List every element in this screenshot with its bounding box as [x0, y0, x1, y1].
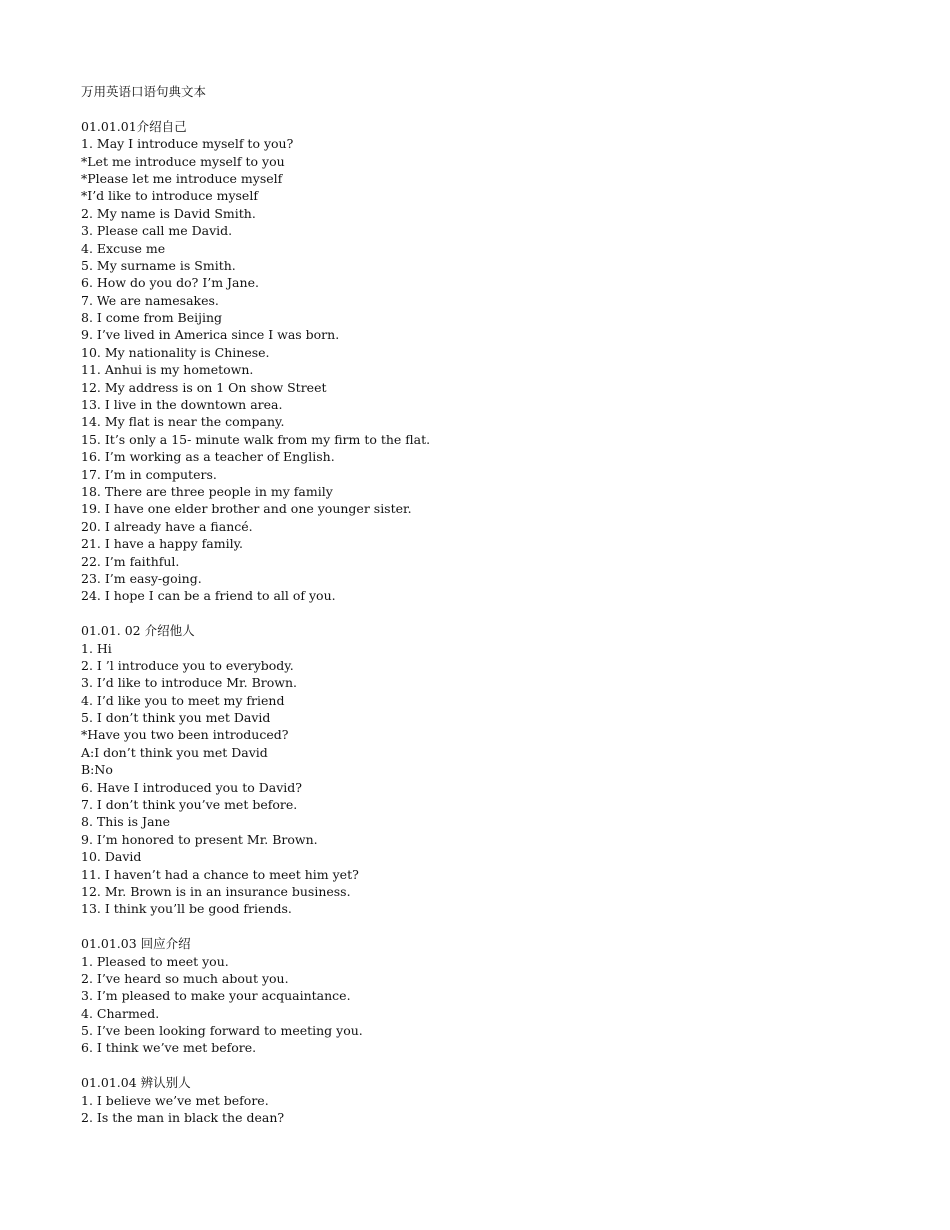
section-heading: 01.01.01介绍自己: [81, 118, 187, 134]
text-line: 2. Is the man in black the dean?: [81, 1110, 285, 1126]
text-line: 12. My address is on 1 On show Street: [81, 379, 327, 395]
text-line: 2. I’ve heard so much about you.: [81, 970, 289, 986]
text-line: 20. I already have a fiancé.: [81, 518, 253, 534]
text-line: 17. I’m in computers.: [81, 466, 217, 482]
text-line: 5. I’ve been looking forward to meeting you.: [81, 1023, 363, 1039]
text-line: *I’d like to introduce myself: [81, 188, 258, 204]
text-line: 6. I think we’ve met before.: [81, 1040, 257, 1056]
text-line: 7. I don’t think you’ve met before.: [81, 797, 298, 813]
text-line: 6. Have I introduced you to David?: [81, 779, 302, 795]
text-line: 22. I’m faithful.: [81, 553, 180, 569]
text-line: 11. Anhui is my hometown.: [81, 362, 254, 378]
text-line: 21. I have a happy family.: [81, 536, 243, 552]
text-line: 16. I’m working as a teacher of English.: [81, 449, 335, 465]
text-line: 2. I ’l introduce you to everybody.: [81, 657, 294, 673]
text-line: *Let me introduce myself to you: [81, 153, 285, 169]
section-heading: 01.01.04 辨认别人: [81, 1075, 191, 1091]
text-line: 5. I don’t think you met David: [81, 710, 271, 726]
text-line: 13. I live in the downtown area.: [81, 397, 283, 413]
text-line: 4. I’d like you to meet my friend: [81, 692, 285, 708]
text-line: *Please let me introduce myself: [81, 170, 283, 186]
text-line: 18. There are three people in my family: [81, 483, 333, 499]
text-line: 23. I’m easy-going.: [81, 570, 202, 586]
text-line: A:I don’t think you met David: [81, 744, 268, 760]
document-page: [81, 83, 921, 1126]
text-line: 3. I’d like to introduce Mr. Brown.: [81, 675, 298, 691]
text-line: 3. Please call me David.: [81, 223, 233, 239]
section: [81, 622, 921, 918]
section-heading: 01.01.03 回应介绍: [81, 936, 191, 952]
document-body: [81, 118, 921, 1127]
text-line: 10. David: [81, 849, 142, 865]
text-line: 15. It’s only a 15- minute walk from my firm to the flat.: [81, 431, 431, 447]
text-line: 4. Charmed.: [81, 1005, 160, 1021]
text-line: 12. Mr. Brown is in an insurance business.: [81, 883, 351, 899]
text-line: 4. Excuse me: [81, 240, 166, 256]
text-line: *Have you two been introduced?: [81, 727, 289, 743]
text-line: 8. I come from Beijing: [81, 310, 223, 326]
text-line: 19. I have one elder brother and one younger sister.: [81, 501, 412, 517]
document-title: 万用英语口语句典文本: [81, 84, 207, 99]
section-heading: 01.01. 02 介绍他人: [81, 623, 195, 639]
section: [81, 1074, 921, 1126]
text-line: 2. My name is David Smith.: [81, 205, 256, 221]
text-line: 24. I hope I can be a friend to all of you.: [81, 588, 336, 604]
text-line: B:No: [81, 762, 113, 778]
text-line: 14. My flat is near the company.: [81, 414, 285, 430]
text-line: 3. I’m pleased to make your acquaintance.: [81, 988, 351, 1004]
text-line: 1. Hi: [81, 640, 112, 656]
text-line: 1. I believe we’ve met before.: [81, 1092, 269, 1108]
text-line: 9. I’ve lived in America since I was born.: [81, 327, 340, 343]
text-line: 7. We are namesakes.: [81, 292, 219, 308]
text-line: 11. I haven’t had a chance to meet him yet?: [81, 866, 359, 882]
text-line: 5. My surname is Smith.: [81, 257, 236, 273]
text-line: 6. How do you do? I’m Jane.: [81, 275, 259, 291]
text-line: 10. My nationality is Chinese.: [81, 344, 270, 360]
text-line: 13. I think you’ll be good friends.: [81, 901, 292, 917]
text-line: 8. This is Jane: [81, 814, 170, 830]
text-line: 1. May I introduce myself to you?: [81, 136, 294, 152]
section: [81, 935, 921, 1057]
section: [81, 118, 921, 605]
text-line: 1. Pleased to meet you.: [81, 953, 229, 969]
text-line: 9. I’m honored to present Mr. Brown.: [81, 831, 318, 847]
